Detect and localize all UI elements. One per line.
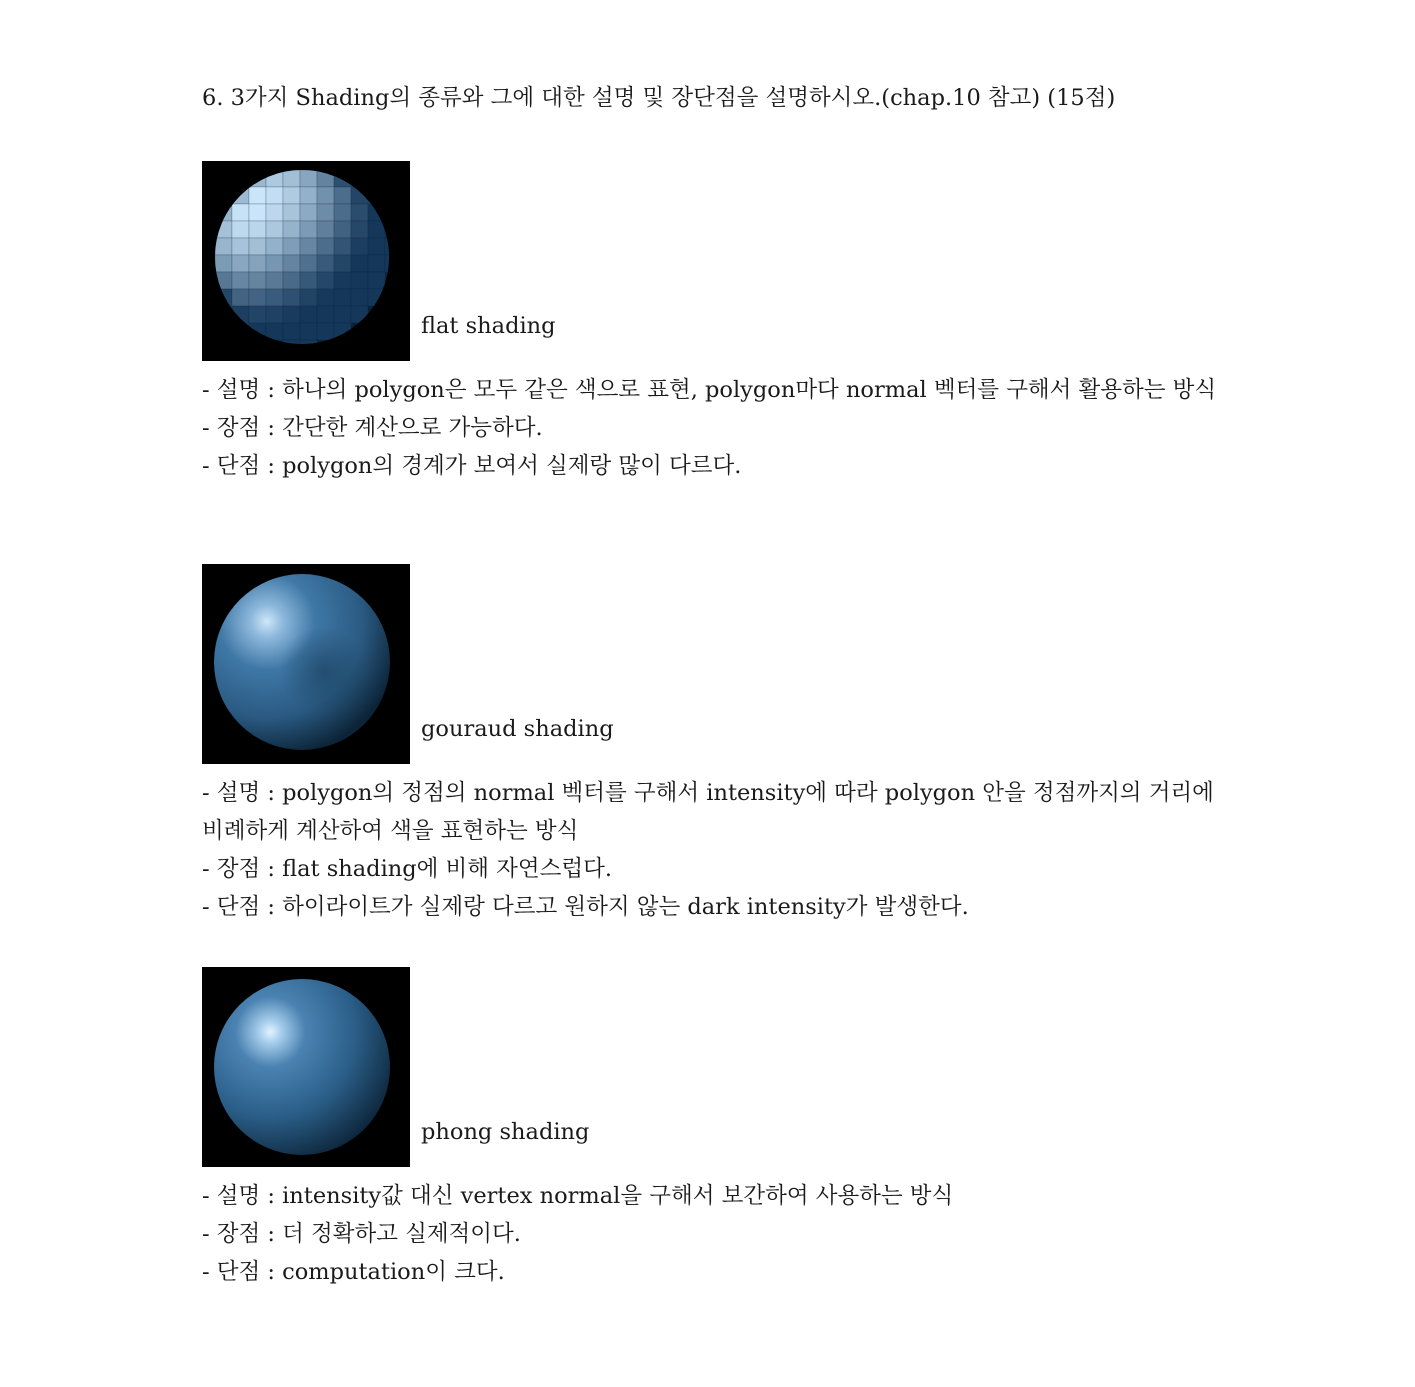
sphere-facet — [317, 272, 334, 289]
sphere-facet — [300, 221, 317, 238]
pros-line: - 장점 : 간단한 계산으로 가능하다. — [202, 415, 543, 441]
sphere-facet — [232, 289, 249, 306]
sphere-facet — [283, 306, 300, 323]
sphere-facet — [266, 289, 283, 306]
sphere-facet — [232, 255, 249, 272]
sphere-facet — [249, 238, 266, 255]
sphere-facet — [317, 204, 334, 221]
sphere-facet — [266, 306, 283, 323]
sphere-facet — [317, 306, 334, 323]
sphere-facet — [300, 289, 317, 306]
cons-line: - 단점 : computation이 크다. — [202, 1259, 505, 1285]
sphere-facet — [334, 238, 351, 255]
sphere-facet — [249, 306, 266, 323]
sphere-facet — [266, 221, 283, 238]
figure-row — [202, 161, 1232, 361]
sphere-facet — [368, 272, 385, 289]
sphere-facet — [351, 272, 368, 289]
sphere-facet — [300, 187, 317, 204]
sphere-facet — [334, 289, 351, 306]
pros-line: - 장점 : flat shading에 비해 자연스럽다. — [202, 856, 613, 882]
sphere-facet — [317, 238, 334, 255]
sphere-facet — [249, 272, 266, 289]
sphere-facet — [368, 238, 385, 255]
sphere-facet — [232, 272, 249, 289]
sphere-facet — [283, 170, 300, 187]
cons-line: - 단점 : polygon의 경계가 보여서 실제랑 많이 다르다. — [202, 453, 742, 479]
flat-shading-sphere-image — [202, 161, 410, 361]
sphere-facet — [300, 323, 317, 340]
sphere-facet — [283, 289, 300, 306]
flat-shading-caption: flat shading — [421, 313, 556, 339]
section-phong-shading — [202, 967, 1232, 1291]
sphere-facet — [283, 272, 300, 289]
figure-row — [202, 967, 1232, 1167]
sphere-facet — [317, 323, 334, 340]
description-line: - 설명 : intensity값 대신 vertex normal을 구해서 보간하여 사용하는 방식 — [202, 1183, 954, 1209]
sphere-facet — [300, 306, 317, 323]
sphere-facet — [317, 221, 334, 238]
sphere-facet — [283, 187, 300, 204]
sphere-facet — [300, 204, 317, 221]
sphere-facet — [283, 204, 300, 221]
sphere-facet — [368, 255, 385, 272]
sphere-facet — [351, 289, 368, 306]
sphere-facet — [317, 187, 334, 204]
figure-row — [202, 564, 1232, 764]
sphere-facet — [351, 204, 368, 221]
sphere-facet — [317, 289, 334, 306]
sphere-facet — [351, 255, 368, 272]
sphere-facet — [266, 238, 283, 255]
question-heading: 6. 3가지 Shading의 종류와 그에 대한 설명 및 장단점을 설명하시오.(chap.10 참고) (15점) — [202, 85, 1116, 111]
sphere-facet — [266, 187, 283, 204]
sphere-facet — [232, 204, 249, 221]
phong-shading-caption: phong shading — [421, 1119, 590, 1145]
sphere-facet — [249, 204, 266, 221]
sphere-facet — [351, 221, 368, 238]
sphere-facet — [283, 255, 300, 272]
gouraud-shading-description — [202, 774, 1232, 926]
sphere-facet — [351, 238, 368, 255]
sphere-facet — [300, 255, 317, 272]
section-flat-shading — [202, 161, 1232, 485]
sphere-facet — [334, 272, 351, 289]
description-line: - 설명 : 하나의 polygon은 모두 같은 색으로 표현, polygon마다 normal 벡터를 구해서 활용하는 방식 — [202, 377, 1217, 403]
sphere-facet — [334, 221, 351, 238]
pros-line: - 장점 : 더 정확하고 실제적이다. — [202, 1221, 521, 1247]
sphere-facet — [334, 204, 351, 221]
gouraud-shading-sphere-image — [202, 564, 410, 764]
sphere-facet — [300, 272, 317, 289]
sphere-facet — [249, 255, 266, 272]
sphere-facet — [317, 255, 334, 272]
sphere-facet — [283, 221, 300, 238]
sphere-facet — [334, 255, 351, 272]
sphere-facet — [266, 272, 283, 289]
phong-shading-description — [202, 1177, 1232, 1291]
sphere-facet — [232, 238, 249, 255]
sphere-facet — [266, 255, 283, 272]
sphere-facet — [266, 204, 283, 221]
sphere-facet — [215, 255, 232, 272]
sphere-facet — [300, 238, 317, 255]
cons-line: - 단점 : 하이라이트가 실제랑 다르고 원하지 않는 dark intensity가 발생한다. — [202, 894, 969, 920]
sphere-facet — [283, 238, 300, 255]
flat-shading-description — [202, 371, 1232, 485]
sphere-facet — [334, 187, 351, 204]
sphere-facet — [215, 238, 232, 255]
section-gouraud-shading — [202, 564, 1232, 926]
gouraud-shading-caption: gouraud shading — [421, 716, 614, 742]
phong-shading-sphere-image — [202, 967, 410, 1167]
sphere-facet — [300, 170, 317, 187]
sphere-facet — [249, 187, 266, 204]
description-line: - 설명 : polygon의 정점의 normal 벡터를 구해서 intensity에 따라 polygon 안을 정점까지의 거리에 비례하게 계산하여 색을 표현하는 방식 — [202, 780, 1214, 844]
sphere-facet — [283, 323, 300, 340]
sphere-facet — [334, 306, 351, 323]
sphere-facet — [232, 221, 249, 238]
sphere-facet — [249, 221, 266, 238]
sphere-facet — [249, 289, 266, 306]
